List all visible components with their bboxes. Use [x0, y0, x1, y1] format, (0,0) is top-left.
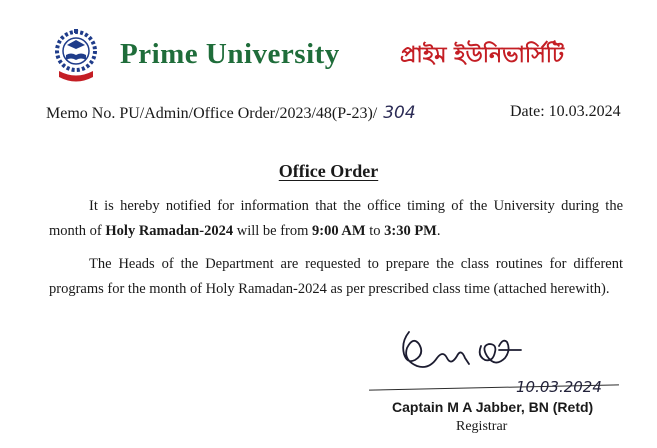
ramadan-label: Holy Ramadan-2024 [105, 223, 234, 239]
handwritten-date: 10.03.2024 [516, 378, 602, 396]
paragraph1-text-1: It is hereby notified for information that the office timing of the University during the month of [49, 198, 623, 239]
end-time: 3:30 PM [384, 223, 437, 239]
start-time: 9:00 AM [312, 223, 366, 239]
paragraph-class-routines: The Heads of the Department are requested to prepare the class routines for different programs for the month of Holy Ramadan-2024 as per prescribed class time (attached herewith). [49, 256, 623, 297]
university-name-english: Prime University [120, 38, 340, 70]
memo-number: 304 [383, 103, 416, 123]
memo-line [46, 103, 416, 123]
issue-date: Date: 10.03.2024 [510, 103, 621, 120]
document-title: Office Order [278, 161, 379, 181]
university-name-bangla: প্রাইম ইউনিভার্সিটি [400, 43, 565, 68]
signer-name: Captain M A Jabber, BN (Retd) [392, 399, 594, 415]
university-crest-icon [52, 25, 100, 89]
memo-label: Memo No. PU/Admin/Office Order/2023/48(P-23)/ [46, 105, 378, 122]
handwritten-signature [395, 320, 535, 378]
paragraph-office-timing [49, 194, 623, 244]
paragraph1-text-3: to [365, 223, 385, 239]
signer-designation: Registrar [456, 419, 508, 434]
paragraph1-text-2: will be from [233, 223, 313, 239]
paragraph1-text-4: . [436, 223, 441, 239]
document-title-wrap [0, 161, 657, 182]
